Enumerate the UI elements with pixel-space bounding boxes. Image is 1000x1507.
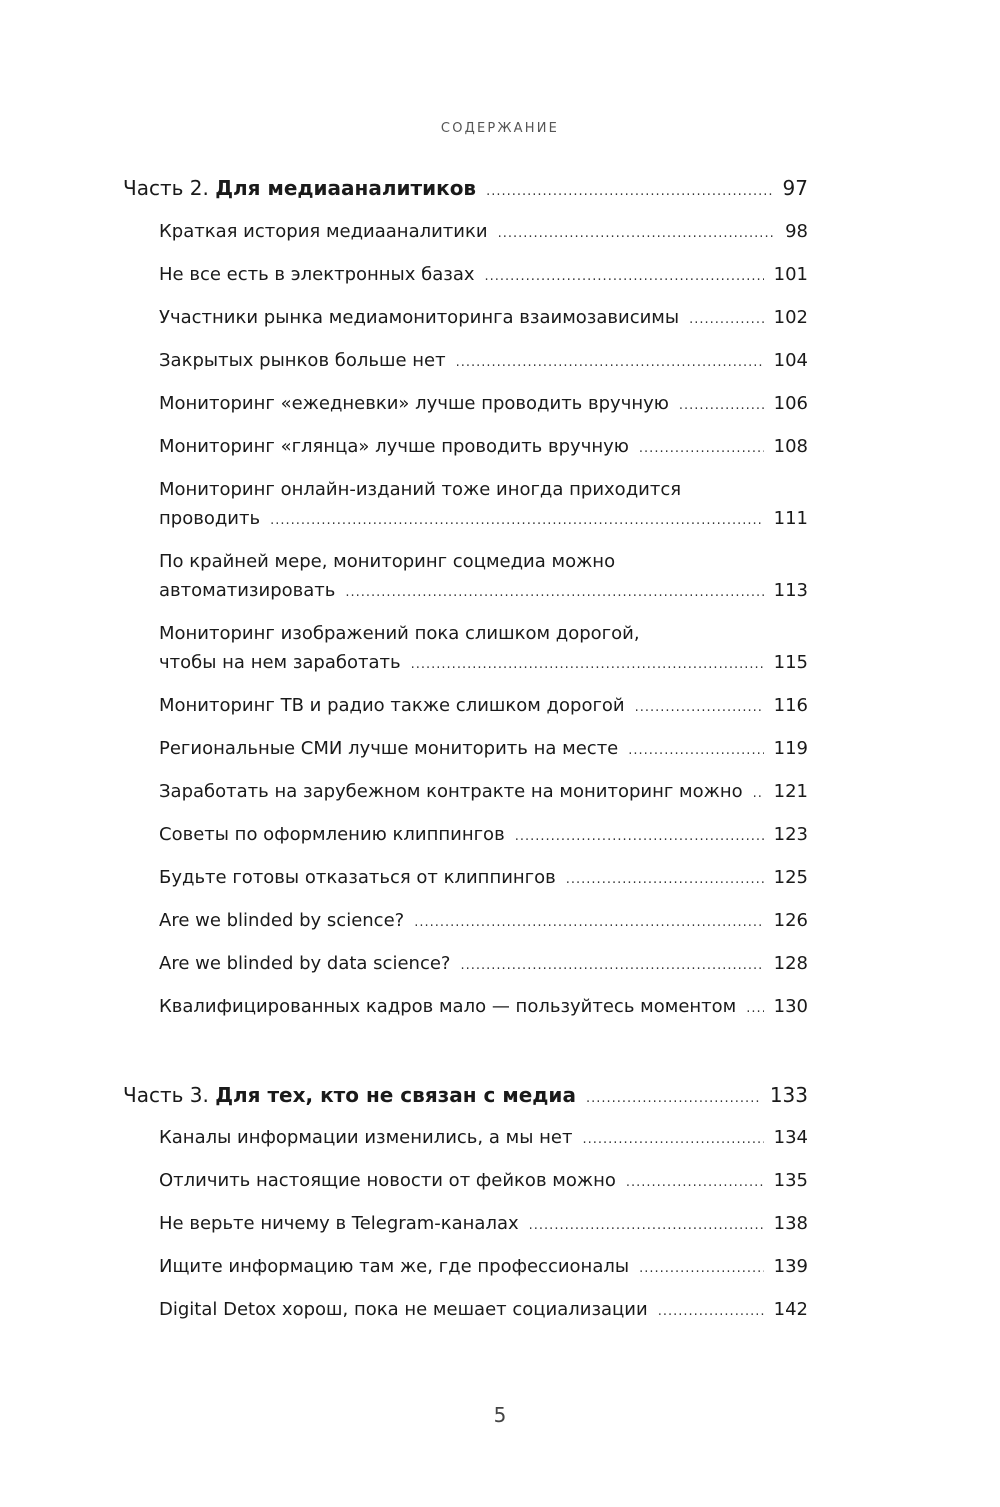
entry-title-line: По крайней мере, мониторинг соцмедиа можно <box>159 551 616 572</box>
entry-title: Не все есть в электронных базах <box>159 264 475 285</box>
entry-row <box>159 648 808 677</box>
entry-title: Участники рынка медиамониторинга взаимозависимы <box>159 307 680 328</box>
entry-row <box>159 346 808 375</box>
entry-title: Советы по оформлению клиппингов <box>159 824 505 845</box>
entry-title: Ищите информацию там же, где профессионалы <box>159 1256 630 1277</box>
entry-title: Краткая история медиааналитики <box>159 221 488 242</box>
entry-row <box>159 734 808 763</box>
toc-part-heading[interactable] <box>123 1083 808 1113</box>
entry-title: проводить <box>159 508 261 529</box>
dot-leader <box>753 779 764 808</box>
dot-leader <box>486 184 772 199</box>
toc-entry[interactable] <box>159 1123 808 1152</box>
entry-page-number: 116 <box>773 695 808 716</box>
entry-title: Региональные СМИ лучше мониторить на месте <box>159 738 619 759</box>
entry-row <box>159 863 808 892</box>
entry-title: Квалифицированных кадров мало — пользуйтесь моментом <box>159 996 737 1017</box>
toc-entry[interactable] <box>159 217 808 246</box>
toc-part <box>123 1083 808 1113</box>
toc-entry[interactable] <box>159 260 808 289</box>
entry-page-number: 111 <box>773 508 808 529</box>
dot-leader <box>658 1297 764 1326</box>
dot-leader <box>515 822 764 851</box>
entry-title: Are we blinded by data science? <box>159 953 451 974</box>
toc-entry[interactable] <box>159 1295 808 1324</box>
toc-entry[interactable] <box>159 992 808 1021</box>
entry-title: Are we blinded by science? <box>159 910 405 931</box>
toc-entry[interactable] <box>159 863 808 892</box>
entry-row <box>159 1295 808 1324</box>
entry-page-number: 115 <box>773 652 808 673</box>
dot-leader <box>460 951 763 980</box>
entry-row <box>159 303 808 332</box>
entry-page-number: 121 <box>773 781 808 802</box>
part-label: Часть 3. <box>123 1083 209 1107</box>
entry-title: чтобы на нем заработать <box>159 652 401 673</box>
entry-row <box>159 1209 808 1238</box>
toc-entry[interactable] <box>159 303 808 332</box>
toc-entry[interactable] <box>159 820 808 849</box>
entry-row <box>159 777 808 806</box>
dot-leader <box>345 578 763 607</box>
entry-title: Не верьте ничему в Telegram-каналах <box>159 1213 519 1234</box>
entry-title: Будьте готовы отказаться от клиппингов <box>159 867 556 888</box>
part-name: Для тех, кто не связан с медиа <box>215 1083 576 1107</box>
entry-title: Отличить настоящие новости от фейков можно <box>159 1170 616 1191</box>
entry-page-number: 130 <box>773 996 808 1017</box>
dot-leader <box>456 348 764 377</box>
toc-entry[interactable] <box>159 389 808 418</box>
toc-entry[interactable] <box>159 906 808 935</box>
dot-leader <box>626 1168 764 1197</box>
entry-row <box>159 260 808 289</box>
entry-title-line: Мониторинг онлайн-изданий тоже иногда приходится <box>159 479 682 500</box>
toc-entry[interactable] <box>159 949 808 978</box>
part-name: Для медиааналитиков <box>215 176 477 200</box>
entry-page-number: 123 <box>773 824 808 845</box>
entry-page-number: 135 <box>773 1170 808 1191</box>
entry-page-number: 98 <box>785 221 808 242</box>
entry-row <box>159 820 808 849</box>
entry-row <box>159 949 808 978</box>
entry-page-number: 142 <box>773 1299 808 1320</box>
entry-row <box>159 691 808 720</box>
toc-entry[interactable] <box>159 1166 808 1195</box>
entry-page-number: 119 <box>773 738 808 759</box>
entry-page-number: 126 <box>773 910 808 931</box>
part-label: Часть 2. <box>123 176 209 200</box>
entry-row <box>159 217 808 246</box>
entry-page-number: 101 <box>773 264 808 285</box>
toc-entry[interactable] <box>159 1209 808 1238</box>
dot-leader <box>639 1254 764 1283</box>
entry-row <box>159 1252 808 1281</box>
entry-row <box>159 906 808 935</box>
running-head: СОДЕРЖАНИЕ <box>440 121 560 136</box>
dot-leader <box>498 219 776 248</box>
toc-entry[interactable] <box>159 734 808 763</box>
dot-leader <box>635 693 764 722</box>
entry-title: Мониторинг «глянца» лучше проводить вручную <box>159 436 629 457</box>
entry-page-number: 104 <box>773 350 808 371</box>
entry-page-number: 106 <box>773 393 808 414</box>
entry-row <box>159 1166 808 1195</box>
entry-row <box>159 992 808 1021</box>
entry-page-number: 113 <box>773 580 808 601</box>
toc-entry[interactable] <box>159 547 808 605</box>
page-number: 5 <box>493 1403 507 1427</box>
entry-title: Закрытых рынков больше нет <box>159 350 446 371</box>
dot-leader <box>485 262 764 291</box>
dot-leader <box>679 391 764 420</box>
entry-title: автоматизировать <box>159 580 336 601</box>
entry-title-line: Мониторинг изображений пока слишком дорогой, <box>159 623 640 644</box>
dot-leader <box>270 506 764 535</box>
entry-row <box>159 576 808 605</box>
entry-page-number: 108 <box>773 436 808 457</box>
dot-leader <box>529 1211 764 1240</box>
entry-title: Мониторинг «ежедневки» лучше проводить вручную <box>159 393 669 414</box>
toc-part <box>123 176 808 206</box>
entry-title: Каналы информации изменились, а мы нет <box>159 1127 573 1148</box>
dot-leader <box>586 1091 760 1106</box>
entry-page-number: 138 <box>773 1213 808 1234</box>
toc-entry[interactable] <box>159 432 808 461</box>
part-page-number: 97 <box>782 176 808 200</box>
dot-leader <box>414 908 763 937</box>
entry-title: Заработать на зарубежном контракте на мониторинг можно <box>159 781 743 802</box>
dot-leader <box>746 994 763 1023</box>
entry-row <box>159 389 808 418</box>
dot-leader <box>628 736 763 765</box>
part-title <box>123 1083 576 1107</box>
toc-entry[interactable] <box>159 619 808 677</box>
entry-row <box>159 432 808 461</box>
part-page-number: 133 <box>769 1083 808 1107</box>
dot-leader <box>689 305 764 334</box>
entry-page-number: 134 <box>773 1127 808 1148</box>
dot-leader <box>582 1125 763 1154</box>
toc-entry[interactable] <box>159 691 808 720</box>
toc-entry[interactable] <box>159 475 808 533</box>
entry-title: Digital Detox хорош, пока не мешает социализации <box>159 1299 648 1320</box>
entry-page-number: 125 <box>773 867 808 888</box>
toc-entry[interactable] <box>159 777 808 806</box>
entry-page-number: 128 <box>773 953 808 974</box>
dot-leader <box>411 650 764 679</box>
entry-row <box>159 1123 808 1152</box>
part-title <box>123 176 476 200</box>
entry-page-number: 102 <box>773 307 808 328</box>
dot-leader <box>566 865 764 894</box>
entry-title: Мониторинг ТВ и радио также слишком дорогой <box>159 695 625 716</box>
toc-entry[interactable] <box>159 1252 808 1281</box>
toc-entry[interactable] <box>159 346 808 375</box>
entry-page-number: 139 <box>773 1256 808 1277</box>
entry-row <box>159 504 808 533</box>
toc-part-heading[interactable] <box>123 176 808 206</box>
dot-leader <box>639 434 764 463</box>
